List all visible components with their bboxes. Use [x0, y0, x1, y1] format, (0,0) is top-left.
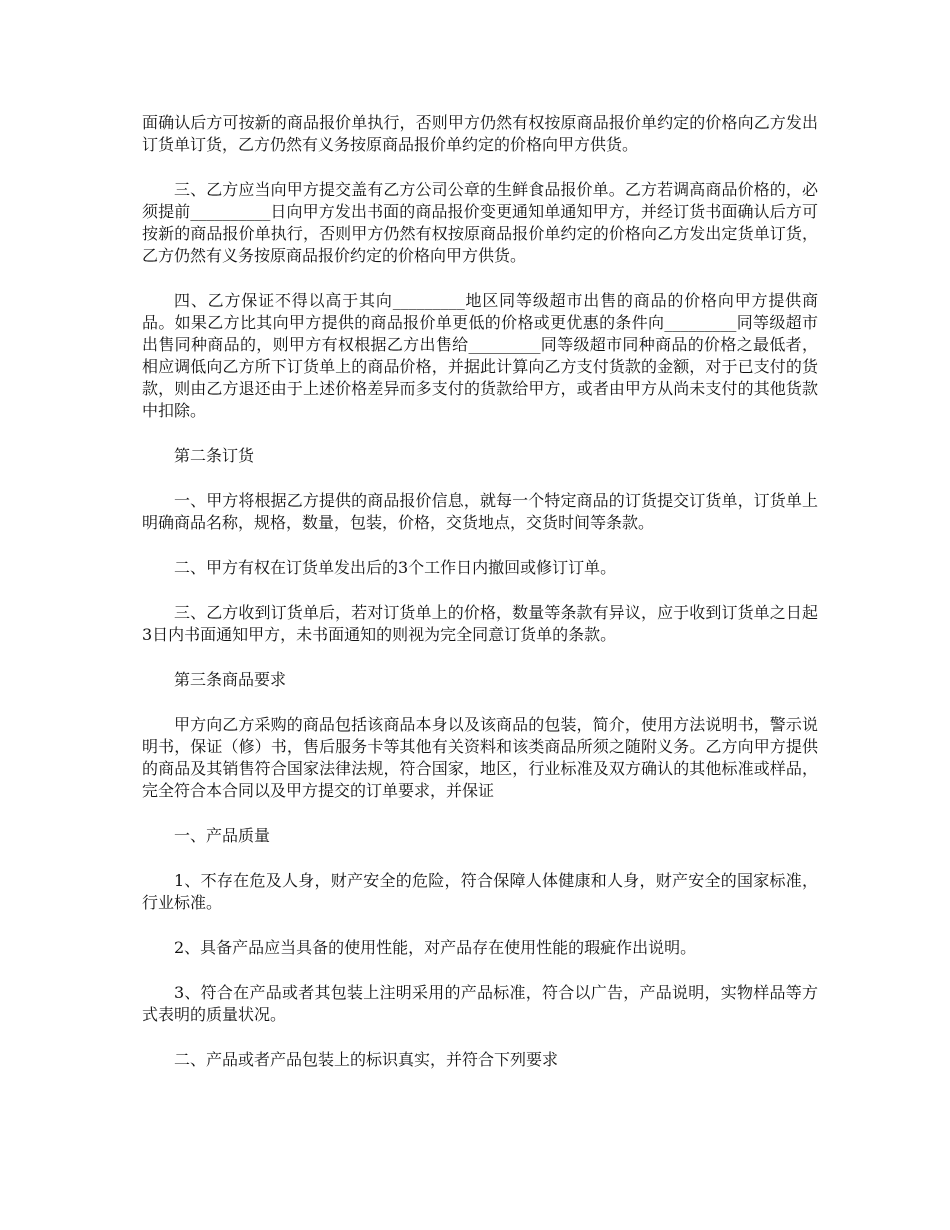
subheading-product-labeling: 二、产品或者产品包装上的标识真实，并符合下列要求 — [174, 1050, 559, 1069]
paragraph-order-objection: 三、乙方收到订货单后，若对订货单上的价格，数量等条款有异议，应于收到订货单之日起3日内书面通知甲方，未书面通知的则视为完全同意订货单的条款。 — [142, 603, 818, 644]
paragraph-order-revocation: 二、甲方有权在订货单发出后的3个工作日内撤回或修订订单。 — [174, 558, 617, 577]
list-item-quality-safety: 1、不存在危及人身，财产安全的危险，符合保障人体健康和人身，财产安全的国家标准，行业标准。 — [142, 871, 818, 912]
paragraph-order-submission: 一、甲方将根据乙方提供的商品报价信息，就每一个特定商品的订货提交订货单，订货单上明确商品名称，规格，数量，包装，价格，交货地点，交货时间等条款。 — [142, 491, 818, 532]
paragraph-price-confirmation-continued: 面确认后方可按新的商品报价单执行，否则甲方仍然有权按原商品报价单约定的价格向乙方发出订货单订货，乙方仍然有义务按原商品报价单约定的价格向甲方供货。 — [142, 113, 818, 154]
section-heading-ordering: 第二条订货 — [174, 446, 255, 465]
paragraph-clause-three-price-increase: 三、乙方应当向甲方提交盖有乙方公司公章的生鲜食品报价单。乙方若调高商品价格的，必须提前__________日向甲方发出书面的商品报价变更通知单通知甲方，并经订货书面确认后方可按新的商品报价单执行，否则甲方仍然有权按原商品报价单约定的价格向乙方发出定货单订货，乙方仍然有义务按原商品报价约定的价格向甲方供货。 — [142, 180, 818, 265]
paragraph-clause-four-price-guarantee: 四、乙方保证不得以高于其向_________地区同等级超市出售的商品的价格向甲方提供商品。如果乙方比其向甲方提供的商品报价单更低的价格或更优惠的条件向_________同等级超市出售同种商品的，则甲方有权根据乙方出售给_________同等级超市同种商品的价格之最低者，相应调低向乙方所下订货单上的商品价格，并据此计算向乙方支付货款的金额，对于已支付的货款，则由乙方退还由于上述价格差异而多支付的货款给甲方，或者由甲方从尚未支付的其他货款中扣除。 — [142, 291, 818, 420]
section-heading-product-requirements: 第三条商品要求 — [174, 670, 287, 689]
subheading-product-quality: 一、产品质量 — [174, 826, 271, 845]
list-item-quality-performance: 2、具备产品应当具备的使用性能，对产品存在使用性能的瑕疵作出说明。 — [174, 938, 697, 957]
list-item-quality-standards: 3、符合在产品或者其包装上注明采用的产品标准，符合以广告，产品说明，实物样品等方式表明的质量状况。 — [142, 983, 818, 1024]
document-page — [142, 112, 818, 1094]
paragraph-product-scope: 甲方向乙方采购的商品包括该商品本身以及该商品的包装，简介，使用方法说明书，警示说明书，保证（修）书，售后服务卡等其他有关资料和该类商品所须之随附义务。乙方向甲方提供的商品及其销售符合国家法律法规，符合国家，地区，行业标准及双方确认的其他标准或样品，完全符合本合同以及甲方提交的订单要求，并保证 — [142, 715, 818, 800]
